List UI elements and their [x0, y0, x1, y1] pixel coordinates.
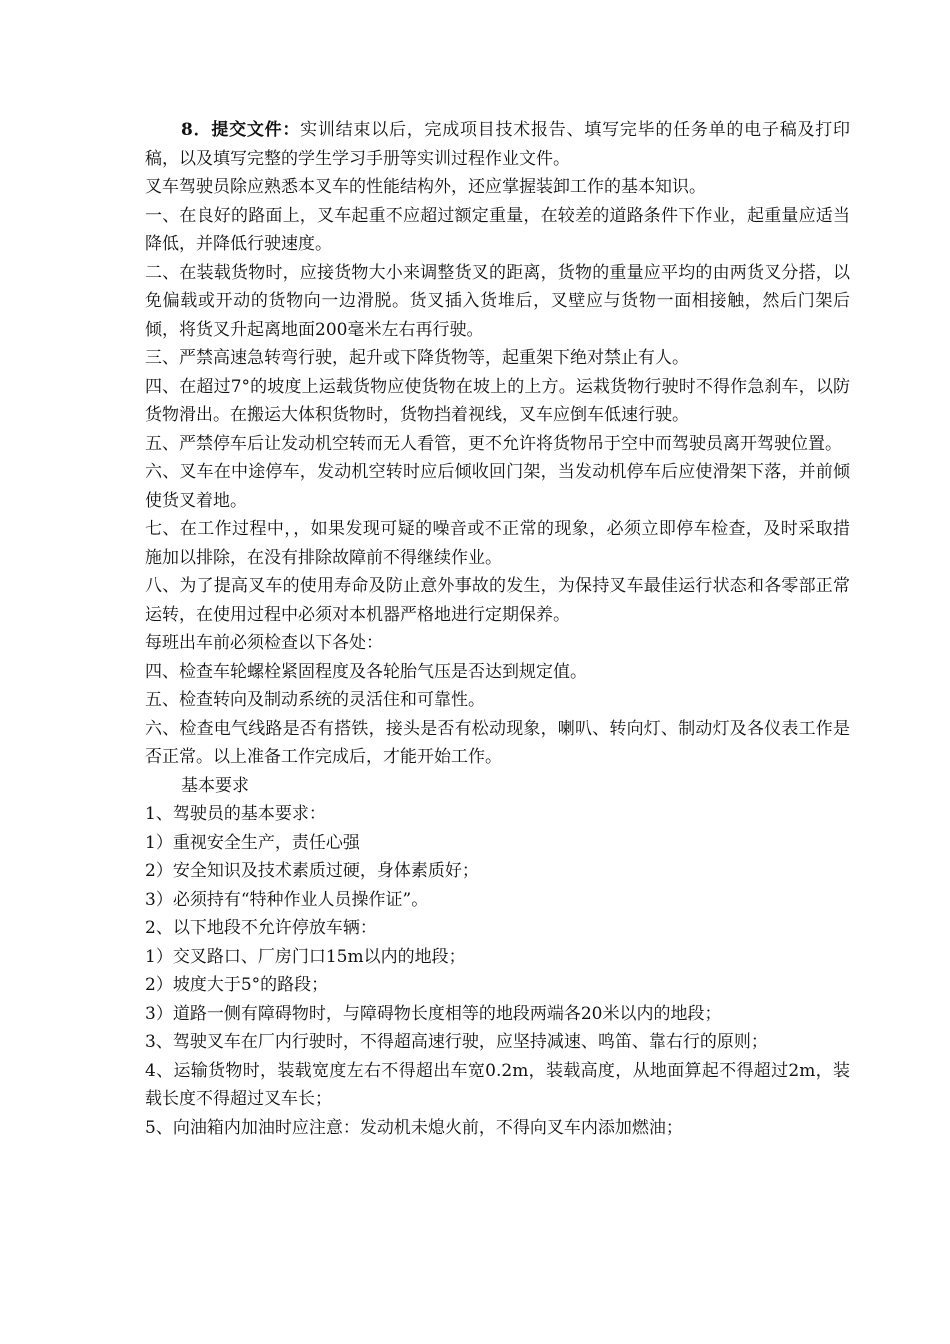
paragraph: 六、叉车在中途停车，发动机空转时应后倾收回门架，当发动机停车后应使滑架下落，并前倾使货叉着地。: [145, 462, 850, 511]
paragraph: 六、检查电气线路是否有搭铁，接头是否有松动现象，喇叭、转向灯、制动灯及各仪表工作是否正常。以上准备工作完成后，才能开始工作。: [145, 718, 850, 767]
requirement-item: 5、向油箱内加油时应注意：发动机未熄火前，不得向叉车内添加燃油；: [145, 1117, 683, 1138]
requirement-item: 1）重视安全生产，责任心强: [145, 832, 360, 853]
requirement-item: 3）道路一侧有障碍物时，与障碍物长度相等的地段两端各20米以内的地段；: [145, 1003, 722, 1024]
requirement-item: 2）坡度大于5°的路段；: [145, 975, 329, 995]
paragraph: 四、检查车轮螺栓紧固程度及各轮胎气压是否达到规定值。: [145, 661, 587, 682]
paragraph: 四、在超过7°的坡度上运载货物应使货物在坡上的上方。运栽货物行驶时不得作急刹车，以防货物滑出。在搬运大体积货物时，货物挡着视线，叉车应倒车低速行驶。: [145, 376, 850, 425]
document-page: [145, 116, 850, 1142]
paragraph: 一、在良好的路面上，叉车起重不应超过额定重量，在较差的道路条件下作业，起重量应适当降低，并降低行驶速度。: [145, 205, 850, 254]
requirement-item: 3）必须持有“特种作业人员操作证”。: [145, 889, 429, 910]
paragraph: 三、严禁高速急转弯行驶，起升或下降货物等，起重架下绝对禁止有人。: [145, 348, 689, 368]
intro-label: 8．提交文件：: [181, 120, 301, 140]
requirement-item: 3、驾驶叉车在厂内行驶时，不得超高速行驶，应坚持减速、鸣笛、靠右行的原则；: [145, 1032, 768, 1052]
requirement-item: 1）交叉路口、厂房门口15m以内的地段；: [145, 946, 466, 967]
paragraph: 叉车驾驶员除应熟悉本叉车的性能结构外，还应掌握装卸工作的基本知识。: [145, 177, 706, 197]
requirement-item: 2、以下地段不允许停放车辆：: [145, 918, 377, 938]
section-title: 基本要求: [181, 775, 249, 796]
paragraph: 二、在装载货物时，应接货物大小来调整货叉的距离，货物的重量应平均的由两货叉分搭，以免偏载或开动的货物向一边滑脱。货叉插入货堆后，叉壁应与货物一面相接触，然后门架后倾，将货叉升起离地面200毫米左右再行驶。: [145, 262, 850, 340]
paragraph: 五、检查转向及制动系统的灵活住和可靠性。: [145, 690, 485, 710]
intro-text: 实训结束以后，完成项目技术报告、填写完毕的任务单的电子稿及打印稿，以及填写完整的学生学习手册等实训过程作业文件。: [145, 120, 850, 169]
intro-paragraph: [145, 116, 850, 173]
requirement-item: 2）安全知识及技术素质过硬，身体素质好；: [145, 861, 479, 881]
paragraph: 每班出车前必须检查以下各处：: [145, 633, 383, 653]
paragraph: 八、为了提高叉车的使用寿命及防止意外事故的发生，为保持叉车最佳运行状态和各零部正常运转，在使用过程中必须对本机器严格地进行定期保养。: [145, 576, 850, 625]
requirement-item: 4、运输货物时，装载宽度左右不得超出车宽0.2m，装载高度，从地面算起不得超过2m，装载长度不得超过叉车长；: [145, 1060, 850, 1109]
paragraph: 五、严禁停车后让发动机空转而无人看管，更不允许将货物吊于空中而驾驶员离开驾驶位置。: [145, 433, 842, 454]
paragraph: 七、在工作过程中，，如果发现可疑的噪音或不正常的现象，必须立即停车检查，及时采取措施加以排除，在没有排除故障前不得继续作业。: [145, 519, 850, 568]
requirement-item: 1、驾驶员的基本要求：: [145, 804, 326, 824]
